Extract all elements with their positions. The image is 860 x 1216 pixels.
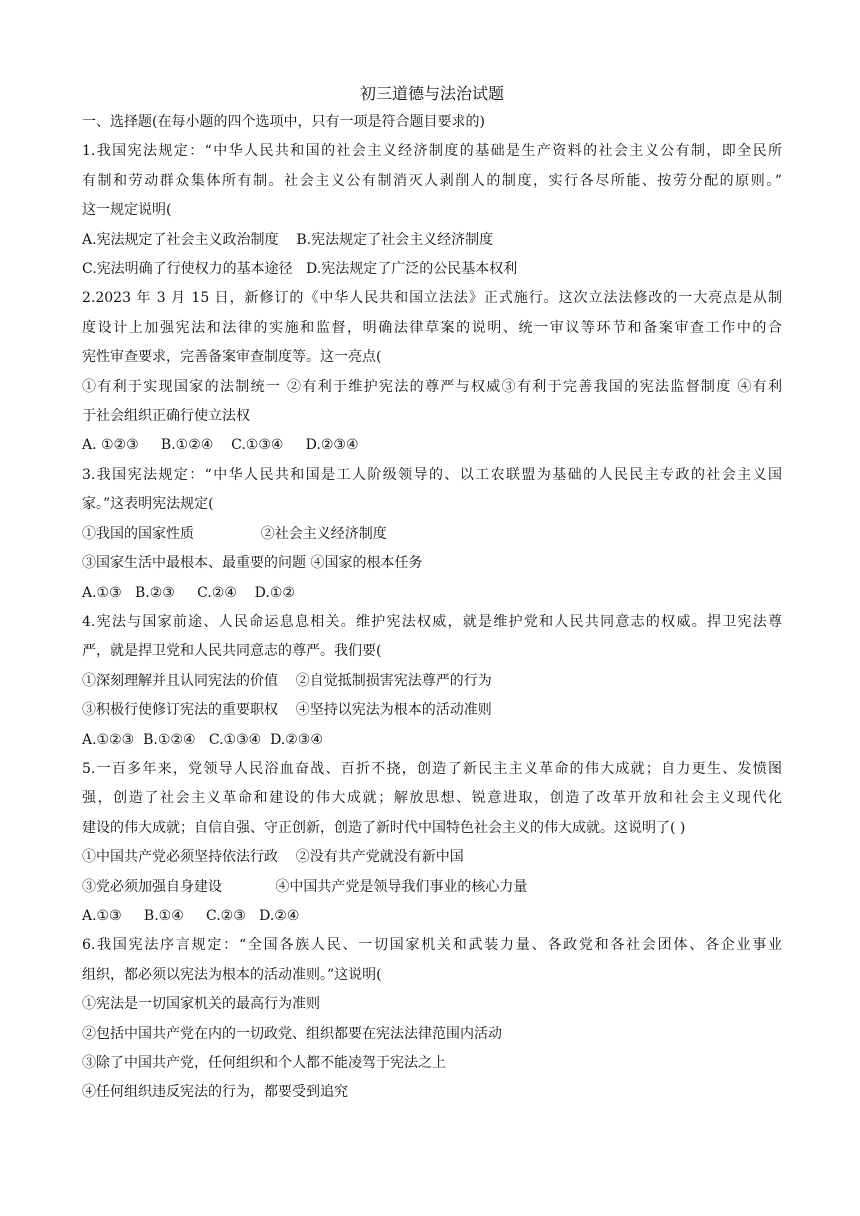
text-line: ①我国的国家性质 ②社会主义经济制度	[82, 525, 387, 542]
text-line: 度设计上加强宪法和法律的实施和监督，明确法律草案的说明、统一审议等环节和备案审查工作中的合	[82, 319, 782, 336]
text-line: 宪性审查要求，完善备案审查制度等。这一亮点(	[82, 349, 382, 366]
text-line: ②包括中国共产党在内的一切政党、组织都要在宪法法律范围内活动	[82, 1025, 502, 1042]
text-line: 4.宪法与国家前途、人民命运息息相关。维护宪法权威，就是维护党和人民共同意志的权威。捍卫宪法尊	[82, 613, 782, 630]
text-line: ④任何组织违反宪法的行为，都要受到追究	[82, 1084, 348, 1101]
text-line: A.①③ B.①④ C.②③ D.②④	[82, 907, 300, 924]
text-line: ①有利于实现国家的法制统一 ②有利于维护宪法的尊严与权威③有利于完善我国的宪法监督制度 ④有利	[82, 378, 782, 395]
text-line: 有制和劳动群众集体所有制。社会主义公有制消灭人剥削人的制度，实行各尽所能、按劳分配的原则。”	[82, 172, 782, 189]
text-line: 严，就是捍卫党和人民共同意志的尊严。我们要(	[82, 643, 382, 660]
text-line: ①中国共产党必须坚持依法行政 ②没有共产党就没有新中国	[82, 849, 464, 866]
text-line: 强，创造了社会主义革命和建设的伟大成就；解放思想、锐意进取，创造了改革开放和社会主义现代化	[82, 790, 782, 807]
text-line: ③党必须加强自身建设 ④中国共产党是领导我们事业的核心力量	[82, 878, 528, 895]
text-line: ①宪法是一切国家机关的最高行为准则	[82, 996, 320, 1013]
text-line: 3.我国宪法规定：“中华人民共和国是工人阶级领导的、以工农联盟为基础的人民民主专政的社会主义国	[82, 466, 782, 483]
text-line: C.宪法明确了行使权力的基本途径 D.宪法规定了广泛的公民基本权利	[82, 261, 518, 278]
exam-page	[82, 80, 782, 1108]
text-line: 组织，都必须以宪法为根本的活动准则。”这说明(	[82, 966, 382, 983]
text-line: 6.我国宪法序言规定：“全国各族人民、一切国家机关和武装力量、各政党和各社会团体、各企业事业	[82, 937, 782, 954]
page-title: 初三道德与法治试题	[359, 84, 504, 103]
text-line: A.①②③ B.①②④ C.①③④ D.②③④	[82, 731, 323, 748]
text-line: 这一规定说明(	[82, 202, 172, 219]
text-line: 于社会组织正确行使立法权	[82, 408, 250, 425]
text-line: A.宪法规定了社会主义政治制度 B.宪法规定了社会主义经济制度	[82, 231, 494, 248]
text-line: A.①③ B.②③ C.②④ D.①②	[82, 584, 295, 601]
text-line: 建设的伟大成就；自信自强、守正创新，创造了新时代中国特色社会主义的伟大成就。这说明了( )	[82, 819, 686, 836]
text-line: ③国家生活中最根本、最重要的问题 ④国家的根本任务	[82, 555, 423, 572]
text-line: ③积极行使修订宪法的重要职权 ④坚持以宪法为根本的活动准则	[82, 702, 492, 719]
text-line: ①深刻理解并且认同宪法的价值 ②自觉抵制损害宪法尊严的行为	[82, 672, 492, 689]
text-line: 5.一百多年来，党领导人民浴血奋战、百折不挠，创造了新民主主义革命的伟大成就；自力更生、发愤图	[82, 760, 782, 777]
text-line: 一、选择题(在每小题的四个选项中，只有一项是符合题目要求的)	[82, 114, 485, 130]
text-line: 2.2023 年 3 月 15 日，新修订的《中华人民共和国立法法》正式施行。这次立法法修改的一大亮点是从制	[82, 290, 782, 307]
document-body	[82, 108, 782, 1108]
text-line: 家。”这表明宪法规定(	[82, 496, 214, 513]
text-line: ③除了中国共产党，任何组织和个人都不能凌驾于宪法之上	[82, 1055, 446, 1071]
text-line: A. ①②③ B.①②④ C.①③④ D.②③④	[82, 437, 359, 454]
text-line: 1.我国宪法规定：“中华人民共和国的社会主义经济制度的基础是生产资料的社会主义公有制，即全民所	[82, 143, 782, 160]
